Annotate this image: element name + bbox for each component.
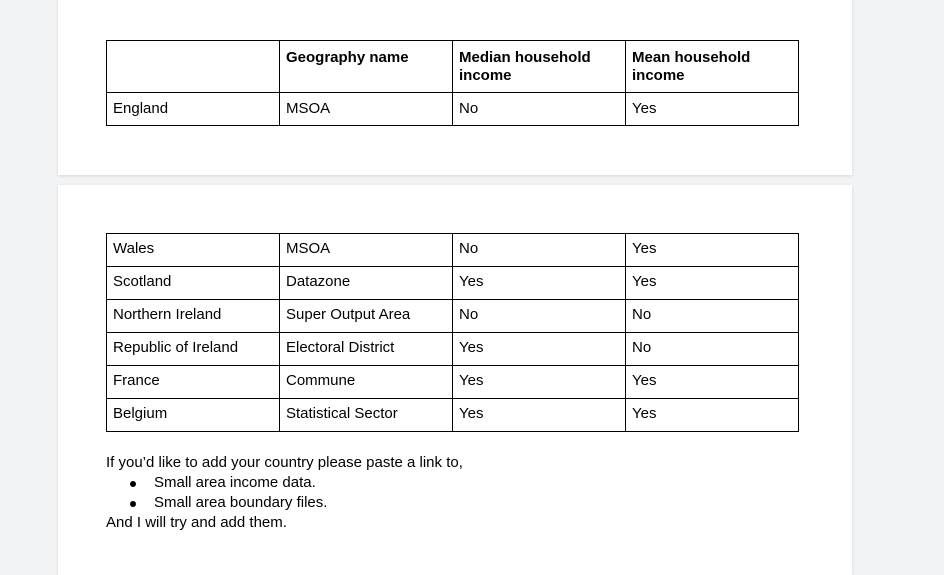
table-row — [107, 267, 799, 300]
outro-text[interactable]: And I will try and add them. — [106, 514, 287, 531]
table-row — [107, 234, 799, 267]
cell-median[interactable]: Yes — [453, 366, 626, 399]
cell-mean[interactable]: Yes — [626, 234, 799, 267]
cell-country[interactable]: Scotland — [107, 267, 280, 300]
income-table-part-2 — [106, 233, 799, 432]
table-header-row — [107, 41, 799, 93]
list-item[interactable] — [106, 473, 463, 493]
cell-geography[interactable]: Commune — [280, 366, 453, 399]
header-cell-empty[interactable] — [107, 41, 280, 93]
cell-mean[interactable]: Yes — [626, 366, 799, 399]
document-page-1 — [58, 0, 852, 175]
cell-mean[interactable]: Yes — [626, 93, 799, 126]
intro-text[interactable]: If you’d like to add your country please paste a link to, — [106, 454, 463, 471]
cell-mean[interactable]: No — [626, 333, 799, 366]
cell-geography[interactable]: MSOA — [280, 93, 453, 126]
bullet-icon — [130, 501, 136, 507]
list-item-text: Small area income data. — [154, 474, 316, 491]
cell-mean[interactable]: Yes — [626, 399, 799, 432]
bullet-icon — [130, 481, 136, 487]
cell-median[interactable]: No — [453, 300, 626, 333]
cell-median[interactable]: No — [453, 93, 626, 126]
cell-country[interactable]: Belgium — [107, 399, 280, 432]
cell-country[interactable]: Northern Ireland — [107, 300, 280, 333]
income-table-part-1 — [106, 40, 799, 126]
cell-geography[interactable]: Statistical Sector — [280, 399, 453, 432]
cell-median[interactable]: Yes — [453, 333, 626, 366]
table-row — [107, 399, 799, 432]
list-item[interactable] — [106, 493, 463, 513]
bullet-list — [106, 473, 463, 513]
cell-geography[interactable]: MSOA — [280, 234, 453, 267]
cell-country[interactable]: Wales — [107, 234, 280, 267]
cell-country[interactable]: France — [107, 366, 280, 399]
table-row — [107, 300, 799, 333]
table-row — [107, 93, 799, 126]
cell-median[interactable]: No — [453, 234, 626, 267]
cell-geography[interactable]: Electoral District — [280, 333, 453, 366]
header-cell-geography-name[interactable]: Geography name — [280, 41, 453, 93]
cell-median[interactable]: Yes — [453, 399, 626, 432]
cell-mean[interactable]: Yes — [626, 267, 799, 300]
cell-mean[interactable]: No — [626, 300, 799, 333]
table-row — [107, 333, 799, 366]
header-cell-mean-income[interactable]: Mean household income — [626, 41, 799, 93]
table-row — [107, 366, 799, 399]
cell-geography[interactable]: Datazone — [280, 267, 453, 300]
closing-paragraph — [106, 453, 463, 533]
cell-country[interactable]: Republic of Ireland — [107, 333, 280, 366]
cell-country[interactable]: England — [107, 93, 280, 126]
header-cell-median-income[interactable]: Median household income — [453, 41, 626, 93]
list-item-text: Small area boundary files. — [154, 494, 328, 511]
cell-geography[interactable]: Super Output Area — [280, 300, 453, 333]
document-page-2 — [58, 185, 852, 575]
cell-median[interactable]: Yes — [453, 267, 626, 300]
